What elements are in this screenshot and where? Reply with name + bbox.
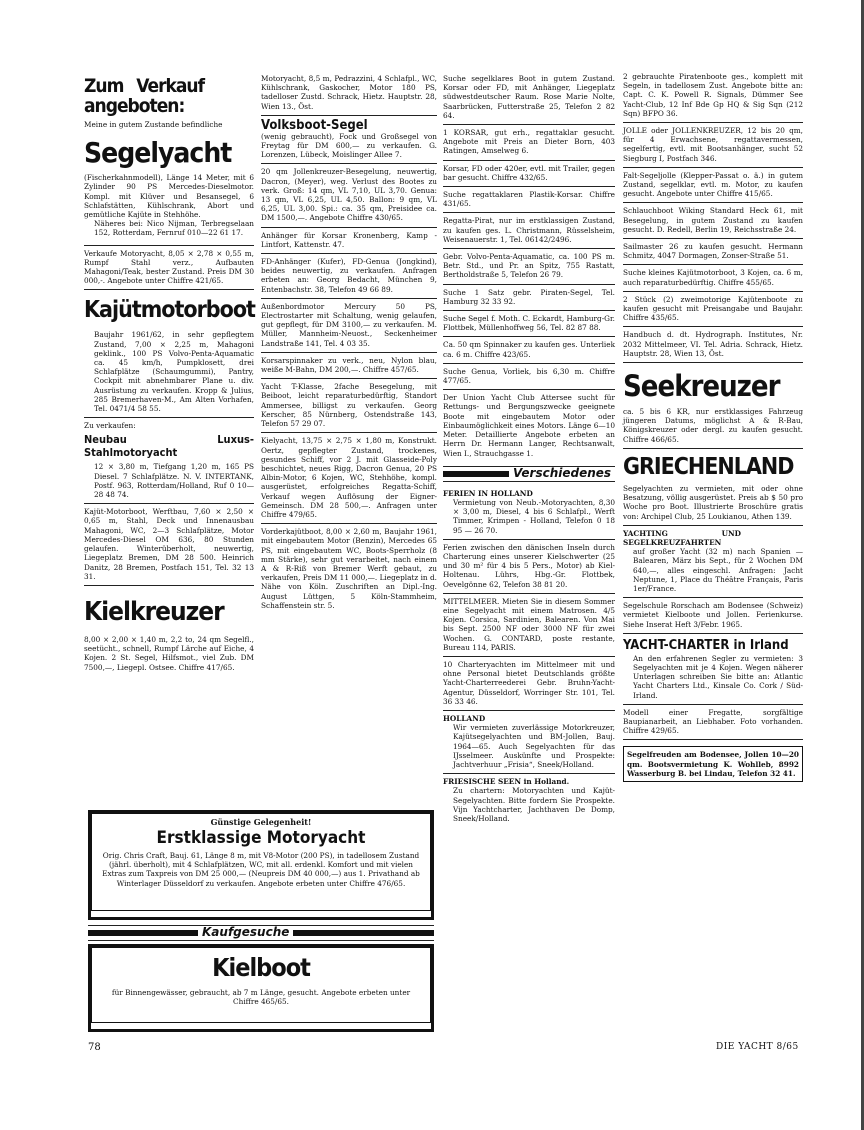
kaufgesuche-label: Kaufgesuche (198, 926, 293, 939)
zweimotorige-text: 2 Stück (2) zweimotorige Kajütenboote zu kaufen gesucht mit Preisangabe und Baujahr. Chiffre 435/65. (623, 294, 803, 323)
jollenkreuzer-besegelung-text: 20 qm Jollenkreuzer-Besegelung, neuwertig, Dacron, (Meyer), weg. Verlust des Bootes zu verk. Groß: 14 qm, VL 7,10, UL 3,70. Genua: 13 qm, VL 6,25, UL 4,50. Ballon: 9 qm, VL 6,25, UL 3,00. Spi.: ca. 35 qm, Preisidee ca. DM 1500,—. Angebote Chiffre 430/65. (261, 167, 437, 223)
korsar-fd-ad (443, 161, 615, 187)
page-number: 78 (88, 1042, 101, 1053)
seekreuzer-text: ca. 5 bis 6 KR, nur erstklassiges Fahrzeug jüngeren Datums, möglichst A & R-Bau, Königskreuzer oder dergl. zu kaufen gesucht. Chiffre 466/65. (623, 407, 803, 444)
segelyacht-title: Segelyacht (84, 136, 232, 170)
schlauchboot-text: Schlauchboot Wiking Standard Heck 61, mit Besegelung, in gutem Zustand zu kaufen gesucht. D. Redell, Berlin 19, Reichsstraße 24. (623, 206, 803, 234)
motoryacht-pedrazzini-text: Motoryacht, 8,5 m, Pedrazzini, 4 Schlafpl., WC, Kühlschrank, Gaskocher, Motor 180 PS, tadelloser Zustd. Schrack, Hietz. Hauptstr. 28, Wien 13., Öst. (261, 74, 437, 111)
column-3 (443, 66, 615, 827)
genua-text: Suche Genua, Vorliek, bis 6,30 m. Chiffre 477/65. (443, 366, 615, 386)
neubau-intro: Zu verkaufen: (84, 421, 136, 431)
segelyacht-ad (84, 66, 254, 242)
charteryachten-ad (443, 657, 615, 711)
kielkreuzer-text: 8,00 × 2,00 × 1,40 m, 2,2 to, 24 qm Segelfl., seetücht., schnell, Rumpf Lärche auf Eiche, 4 Kojen. 2 St. Segel, Hilfsmot., viel Zub. DM 7500,—, Liegepl. Ostsee. Chiffre 417/65. (84, 634, 254, 672)
korsarspinnaker-ad (261, 353, 437, 379)
union-yacht-club-text: Der Union Yacht Club Attersee sucht für Rettungs- und Bergungszwecke geeignete Boote mit eingebautem Motor oder Einbaumöglichkeit eines Motors. Länge 6—10 Meter. Detaillierte Angebote erbeten an Herrn Dr. Hermann Langer, Rechtsanwalt, Wien I., Strauchgasse 1. (443, 393, 615, 458)
kaufgesuche-banner (88, 925, 434, 941)
jollenkreuzer-besegelung-ad (261, 164, 437, 227)
yachting-text: auf großer Yacht (32 m) nach Spanien — Balearen, März bis Sept., für 2 Wochen DM 640,—, alles eingeschl. Anfragen: Jacht Neptune, 1, Place du Théâtre Français, Paris 1er/France. (633, 547, 803, 593)
genua-ad (443, 364, 615, 390)
fregatte-ad (623, 705, 803, 741)
mittelmeer-text: MITTELMEER. Mieten Sie in diesem Sommer eine Segelyacht mit einem Matrosen. 4/5 Kojen. Corsica, Sardinien, Balearen. Von Mai bis Sept. 2500 NF oder 3000 NF für zwei Wochen. G. CONTARD, poste restante, Bureau 114, PARIS. (443, 596, 615, 652)
korsar-fd-text: Korsar, FD oder 420er, evtl. mit Trailer, gegen bar gesucht. Chiffre 432/65. (443, 163, 615, 182)
magazine-issue: DIE YACHT 8/65 (716, 1042, 799, 1052)
seekreuzer-title: Seekreuzer (623, 369, 780, 404)
ferien-holland-text: Vermietung von Neub.-Motoryachten, 8,30 × 3,00 m, Diesel, 4 bis 6 Schlafpl., Werft Timmer, Krimpen - Holland, Telefon 0 18 95 — 26 70. (453, 497, 615, 535)
gelegenheit-title: Erstklassige Motoryacht (156, 828, 366, 848)
ferien-daenemark-text: Ferien zwischen den dänischen Inseln durch Charterung eines unserer Kielschwerter (25 und 30 m² für 4 bis 5 Pers., Motor) ab Kiel-Holtenau. Lührs, Hbg.-Gr. Flottbek, Oevelgönne 62, Telefon 38 81 20. (443, 542, 615, 589)
volksboot-text: (wenig gebraucht), Fock und Großsegel von Freytag für DM 600,— zu verkaufen. G. Lorenzen, Lübeck, Moislinger Allee 7. (261, 131, 437, 160)
korsar-gesucht-text: 1 KORSAR, gut erh., regattaklar gesucht. Angebote mit Preis an Dieter Born, 403 Ratingen, Amselweg 6. (443, 128, 615, 156)
gelegenheit-intro: Günstige Gelegenheit! (210, 817, 312, 827)
kielkreuzer-ad (84, 586, 254, 676)
spinnaker-50-ad (443, 337, 615, 363)
aussenbordmotor-text: Außenbordmotor Mercury 50 PS, Electrostarter mit Schaltung, wenig gelaufen, gut gepflegt, für DM 3100,— zu verkaufen. M. Müller, Mannheim-Neuost., Seckenheimer Landstraße 141, Tel. 4 03 35. (261, 301, 437, 348)
zweimotorige-ad (623, 292, 803, 328)
volksboot-ad (261, 116, 437, 165)
yachting-ad (623, 526, 803, 598)
kielyacht-ad (261, 433, 437, 524)
segelyacht-text: (Fischerkahnmodell), Länge 14 Meter, mit 6 Zylinder 90 PS Mercedes-Dieselmotor. Kompl. mit Klüver und Besansegel, 6 Schlafstätten, Kühlschrank, Abort und gemütliche Kajüte in Stehhöhe. (84, 173, 254, 220)
kielboot-box (88, 944, 434, 1032)
aussenbordmotor-ad (261, 299, 437, 353)
verschiedenes-banner (443, 466, 615, 482)
handbuch-text: Handbuch d. dt. Hydrograph. Institutes, Nr. 2032 Mittelmeer, VI. Tel. Adria. Schrack, Hietz. Hauptstr. 28, Wien 13, Öst. (623, 330, 803, 358)
anhaenger-ad (261, 228, 437, 254)
column-2 (261, 66, 437, 614)
column-1 (84, 66, 254, 676)
kajuetmotorboot-title: Kajütmotorboot (84, 297, 255, 324)
charteryachten-text: 10 Charteryachten im Mittelmeer mit und ohne Personal bietet Deutschlands größte Yacht-Charterreederei Gebr. Bruhn-Yacht-Agentur, Düsseldorf, Worringer Str. 101, Tel. 36 33 46. (443, 659, 615, 706)
mittelmeer-ad (443, 594, 615, 657)
friesische-seen-text: Zu chartern: Motoryachten und Kajüt-Segelyachten. Bitte fordern Sie Prospekte. Vijn Yachtcharter, Jachthaven De Domp, Sneek/Holland. (453, 786, 615, 823)
volksboot-title: Volksboot-Segel (261, 117, 368, 133)
regatta-pirat-text: Regatta-Pirat, nur im erstklassigen Zustand, zu kaufen ges. L. Christmann, Rüsselsheim, Weisenauerstr. 1, Tel. 06142/2496. (443, 216, 615, 244)
volvo-penta-ad (443, 249, 615, 285)
column-4 (623, 66, 803, 786)
sailmaster-ad (623, 239, 803, 265)
griechenland-ad (623, 449, 803, 526)
spinnaker-50-text: Ca. 50 qm Spinnaker zu kaufen ges. Unterliek ca. 6 m. Chiffre 423/65. (443, 340, 615, 359)
vorderkajuetboot-text: Vorderkajütboot, 8,00 × 2,60 m, Baujahr 1961, mit eingebautem Motor (Benzin), Mercedes 65 PS, mit eingebautem WC, Boots-Sperrholz (8 mm Stärke), sehr gut verarbeitet, nach einem A & R-Riß von Bremer Werft gebaut, zu verkaufen, Preis DM 11 000,—. Liegeplatz in d. Nähe von Köln. Zuschriften an Dipl.-Ing. August Lüttgen, 5 Köln-Stammheim, Schaffenstein str. 5. (261, 527, 437, 610)
neubau-ad (84, 418, 254, 504)
rorschach-ad (623, 598, 803, 634)
moth-segel-text: Suche Segel f. Moth. C. Eckardt, Hamburg-Gr. Flottbek, Müllenhoffweg 56, Tel. 82 87 88. (443, 314, 615, 333)
korsarspinnaker-text: Korsarspinnaker zu verk., neu, Nylon blau, weiße M-Bahn, DM 200,—. Chiffre 457/65. (261, 355, 437, 375)
suche-boot-ad (443, 66, 615, 125)
irland-text: An den erfahrenen Segler zu vermieten: 3 Segelyachten mit je 4 Kojen. Wegen näherer Unterlagen schreiben Sie bitte an: Atlantic Yacht Charters Ltd., Kinsale Co. Cork / Süd-Irland. (633, 653, 803, 700)
griechenland-text: Segelyachten zu vermieten, mit oder ohne Besatzung, völlig ausgerüstet. Preis ab $ 50 pro Woche pro Boot. Illustrierte Broschüre gratis von: Archipel Club, 25 Loukianou, Athen 139. (623, 483, 803, 521)
plastik-korsar-text: Suche regattaklaren Plastik-Korsar. Chiffre 431/65. (443, 190, 615, 209)
gelegenheit-box (88, 810, 434, 920)
kielboot-text: für Binnengewässer, gebraucht, ab 7 m Länge, gesucht. Angebote erbeten unter Chiffre 465/65. (111, 988, 411, 1007)
kielboot-title: Kielboot (212, 953, 310, 982)
schlauchboot-ad (623, 203, 803, 239)
yacht-t-klasse-ad (261, 379, 437, 433)
friesische-seen-ad (443, 774, 615, 827)
yachting-heading: YACHTING UND SEGELKREUZFAHRTEN (623, 528, 741, 547)
jolle-ad (623, 123, 803, 168)
kajuetmotorboot-ad (84, 290, 254, 418)
motoryacht-ad (84, 246, 254, 291)
jolle-text: JOLLE oder JOLLENKREUZER, 12 bis 20 qm, für 4 Erwachsene, regattavermessen, segelfertig, evtl. mit Bootsanhänger, sucht 52 Siegburg I, Postfach 346. (623, 126, 803, 163)
rorschach-text: Segelschule Rorschach am Bodensee (Schweiz) vermietet Kielboote und Jollen. Ferienkurse. Siehe Inserat Heft 3/Febr. 1965. (623, 601, 803, 629)
fregatte-text: Modell einer Fregatte, sorgfältige Baupianarbeit, an Liebhaber. Foto vorhanden. Chiffre 429/65. (623, 707, 803, 736)
fd-anhaenger-text: FD-Anhänger (Kufer), FD-Genua (Jongkind), beides neuwertig, zu verkaufen. Anfragen erbeten an: Georg Bedacht, München 9, Entenbachstr. 38, Telefon 49 66 89. (261, 257, 437, 294)
motoryacht-text: Verkaufe Motoryacht, 8,05 × 2,78 × 0,55 m, Rumpf Stahl verz., Aufbauten Mahagoni/Teak, bester Zustand. Preis DM 30 000,-. Angebote unter Chiffre 421/65. (84, 248, 254, 286)
segelyacht-contact: Näheres bei: Nico Nijman, Terbregselaan 152, Rotterdam, Fernruf 010—22 61 17. (94, 219, 254, 238)
moth-segel-ad (443, 311, 615, 337)
friesische-seen-heading: FRIESISCHE SEEN in Holland. (443, 777, 570, 787)
holland-ad (443, 711, 615, 774)
ferien-holland-heading: FERIEN IN HOLLAND (443, 488, 533, 498)
kielkreuzer-title: Kielkreuzer (84, 596, 224, 627)
plastik-korsar-ad (443, 187, 615, 213)
volvo-penta-text: Gebr. Volvo-Penta-Aquamatic, ca. 100 PS m. Betr. Std., und Pr. an Spitz, 755 Rastatt, Bertholdstraße 5, Telefon 26 79. (443, 252, 615, 280)
kielyacht-text: Kielyacht, 13,75 × 2,75 × 1,80 m, Konstrukt. Oertz, gepflegter Zustand, trockenes, gesundes Schiff, vor 2 J. mit Glasseide-Poly beschichtet, neues Rigg, Dacron Genua, 20 PS Albin-Motor, 6 Kojen, WC, Stehhöhe, kompl. ausgerüstet, erfolgreiches Regatta-Schiff, Verkauf wegen Auflösung der Eigner-Gemeinsch. DM 28 500,—. Anfragen unter Chiffre 479/65. (261, 436, 437, 519)
griechenland-title: GRIECHENLAND (623, 453, 794, 480)
piratenboote-text: 2 gebrauchte Piratenboote ges., komplett mit Segeln, in tadellosem Zust. Angebote bitte an: Capt. C. K. Powell R. Signals, Dümmer See Yacht-Club, 12 Inf Bde Gp HQ & Sig Sqn (212 Sqn) BFPO 36. (623, 72, 803, 118)
piraten-segel-text: Suche 1 Satz gebr. Piraten-Segel, Tel. Hamburg 32 33 92. (443, 287, 615, 306)
neubau-text: 12 × 3,80 m, Tiefgang 1,20 m, 165 PS Diesel. 7 Schlafplätze. N. V. INTERTANK, Postf. 963, Rotterdam/Holland, Ruf 0 10—28 48 74. (94, 462, 254, 500)
kleines-kajuetmotorboot-text: Suche kleines Kajütmotorboot, 3 Kojen, ca. 6 m, auch reparaturbedürftig. Chiffre 455/65. (623, 268, 803, 287)
gelegenheit-text: Orig. Chris Craft, Bauj. 61, Länge 8 m, mit V8-Motor (200 PS), in tadellosem Zustand (jährl. überholt), mit 4 Schlafplätzen, WC, mit all. erdenkl. Komfort und mit vielen Extras zum Taxpreis von DM 25 000,— (Neupreis DM 40 000,—) aus 1. Privathand ab Winterlager Düsseldorf zu verkaufen. Angebote erbeten unter Chiffre 476/65. (102, 851, 420, 888)
ferien-holland-ad (443, 486, 615, 540)
falt-segeljolle-ad (623, 168, 803, 204)
bodensee-text: Segelfreuden am Bodensee, Jollen 10—20 qm. Bootsvermietung K. Wohlleb, 8992 Wasserburg B. bei Lindau, Telefon 32 41. (627, 750, 799, 778)
neubau-title: Neubau Luxus-Stahlmotoryacht (84, 433, 254, 460)
piraten-segel-ad (443, 285, 615, 311)
falt-segeljolle-text: Falt-Segeljolle (Klepper-Passat o. ä.) in gutem Zustand, segelklar, evtl. m. Motor, zu kaufen gesucht. Angebote unter Chiffre 415/65. (623, 170, 803, 199)
handbuch-ad (623, 327, 803, 363)
holland-text: Wir vermieten zuverlässige Motorkreuzer, Kajütsegelyachten und BM-Jollen, Bauj. 1964—65. Auch Segelyachten für das IJsselmeer. Auskünfte und Prospekte: Jachtverhuur „Frisia“, Sneek/Holland. (453, 723, 615, 769)
intro-heading: Zum Verkauf angeboten: (84, 75, 204, 117)
korsar-gesucht-ad (443, 125, 615, 161)
fd-anhaenger-ad (261, 254, 437, 299)
holland-heading: HOLLAND (443, 713, 486, 723)
vorderkajuetboot-ad (261, 524, 437, 614)
kajuetmotorboot-text: Baujahr 1961/62, in sehr gepflegtem Zustand, 7,00 × 2,25 m, Mahagoni geklink., 100 PS Volvo-Penta-Aquamatic ca. 45 km/h, Pumpklosett, drei Schlafplätze (Schaumgummi), Pantry, Cockpit mit abnehmbarer Plane u. div. Ausrüstung zu verkaufen. Kropp & Julius, 285 Bremerhaven-M., Am Alten Vorhafen, Tel. 0471/4 58 55. (94, 330, 254, 414)
irland-title: YACHT-CHARTER in Irland (623, 637, 789, 653)
ferien-daenemark-ad (443, 540, 615, 594)
union-yacht-club-ad (443, 390, 615, 461)
werftbau-ad (84, 504, 254, 586)
motoryacht-pedrazzini-ad (261, 66, 437, 116)
sailmaster-text: Sailmaster 26 zu kaufen gesucht. Hermann Schmitz, 4047 Dormagen, Zonser-Straße 51. (623, 242, 803, 261)
verschiedenes-label: Verschiedenes (509, 467, 615, 480)
kleines-kajuetmotorboot-ad (623, 265, 803, 291)
yacht-t-klasse-text: Yacht T-Klasse, 2fache Besegelung, mit Beiboot, leicht reparaturbedürftig, Standort Ammersee, billigst zu verkaufen. Georg Kerscher, 85 Nürnberg, Ostendstraße 143, Telefon 57 29 07. (261, 382, 437, 429)
regatta-pirat-ad (443, 213, 615, 249)
suche-boot-text: Suche segelklares Boot in gutem Zustand. Korsar oder FD, mit Anhänger, Liegeplatz südwestdeutscher Raum. Rose Marie Nolte, Saarbrücken, Futterstraße 25, Telefon 2 82 64. (443, 74, 615, 120)
anhaenger-text: Anhänger für Korsar Kronenberg, Kamp - Lintfort, Kattenstr. 47. (261, 230, 437, 249)
intro-text: Meine in gutem Zustande befindliche (84, 120, 223, 129)
bodensee-ad (623, 740, 803, 786)
bodensee-box (623, 746, 803, 782)
piratenboote-ad (623, 66, 803, 123)
irland-ad (623, 634, 803, 705)
seekreuzer-ad (623, 363, 803, 449)
werftbau-text: Kajüt-Motorboot, Werftbau, 7,60 × 2,50 × 0,65 m, Stahl, Deck und Innenausbau Mahagoni, WC, 2—3 Schlafplätze, Motor Mercedes-Diesel OM 636, 80 Stunden gelaufen. Winterüberholt, neuwertig, Liegeplatz Bremen, DM 28 500. Heinrich Danitz, 28 Bremen, Postfach 151, Tel. 32 13 31. (84, 507, 254, 581)
